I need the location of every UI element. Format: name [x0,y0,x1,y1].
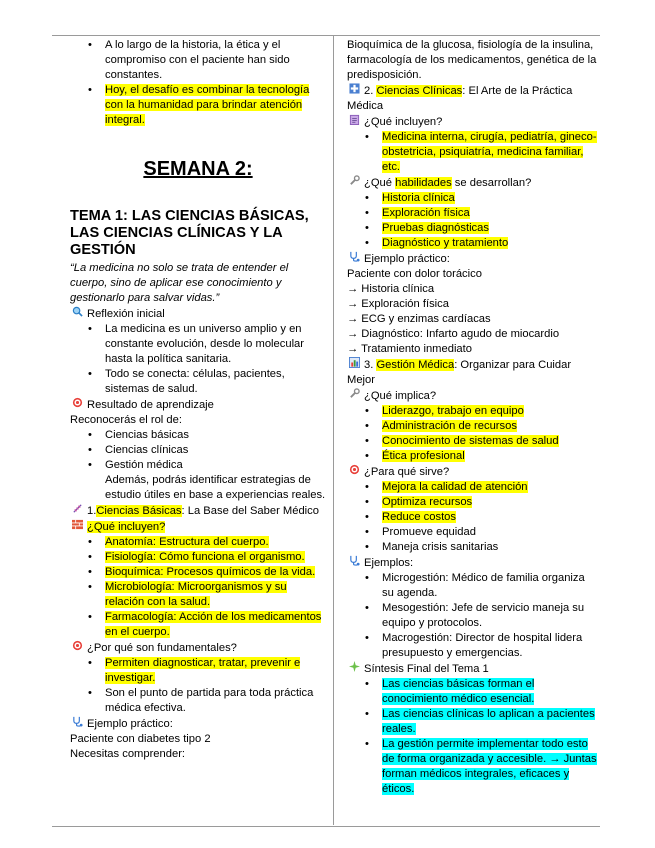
list-item: • Ciencias clínicas [70,443,326,458]
ejemplos-list [347,571,597,661]
roles-list [70,428,326,473]
column-divider [333,35,334,825]
porque-heading: ¿Por qué son fundamentales? [70,640,326,656]
left-column [70,38,326,762]
list-item: • Microgestión: Médico de familia organiza su agenda. [347,571,597,601]
case-step: → ECG y enzimas cardíacas [347,313,491,325]
incluyen-heading: ¿Qué incluyen? [347,114,597,130]
implica-list [347,404,597,464]
reflexion-heading: Reflexión inicial [70,306,326,322]
topic-title: TEMA 1: LAS CIENCIAS BÁSICAS, LAS CIENCIAS CLÍNICAS Y LA GESTIÓN [70,208,309,258]
list-item: • Bioquímica: Procesos químicos de la vida. [70,565,326,580]
list-item: • Ciencias básicas [70,428,326,443]
list-item: • Liderazgo, trabajo en equipo [347,404,597,419]
list-item: • Anatomía: Estructura del cuerpo. [70,535,326,550]
list-item: • Conocimiento de sistemas de salud [347,434,597,449]
list-item: • A lo largo de la historia, la ética y el compromiso con el paciente han sido constantes. [70,38,326,83]
intro-list [70,38,326,128]
dna-icon [70,503,84,519]
list-item: • Optimiza recursos [347,495,597,510]
list-item: • Maneja crisis sanitarias [347,540,597,555]
target-icon [70,397,84,413]
list-item: • Mesogestión: Jefe de servicio maneja su equipo y protocolos. [347,601,597,631]
list-item: • Diagnóstico y tratamiento [347,236,597,251]
ejemplo-line: Paciente con diabetes tipo 2 [70,733,211,745]
clinical-items-list [347,130,597,175]
incluyen-heading: ¿Qué incluyen? [70,519,326,535]
sparkle-icon [347,661,361,677]
list-item: • Gestión médica [70,458,326,473]
reflexion-list [70,322,326,397]
basic-items-list [70,535,326,640]
ejemplo-heading: Ejemplo práctico: [347,251,597,267]
list-item: • Fisiología: Cómo funciona el organismo. [70,550,326,565]
list-item: • Macrogestión: Director de hospital lidera presupuesto y emergencias. [347,631,597,661]
target-icon [70,640,84,656]
list-item: • Son el punto de partida para toda práctica médica efectiva. [70,686,326,716]
week-title: SEMANA 2: [143,158,253,180]
list-item: • La gestión permite implementar todo esto de forma organizada y accesible. → Juntas forman médicos integrales, eficaces y éticos. [347,737,597,797]
hospital-icon [347,83,361,99]
sintesis-heading: Síntesis Final del Tema 1 [347,661,597,677]
resultado-intro: Reconocerás el rol de: [70,414,182,426]
bricks-icon [70,519,84,535]
list-item: • Medicina interna, cirugía, pediatría, gineco-obstetricia, psiquiatría, medicina familiar, etc. [347,130,597,175]
list-item: • Farmacología: Acción de los medicamentos en el cuerpo. [70,610,326,640]
roles-extra: Además, podrás identificar estrategias de estudio útiles en base a experiencias reales. [105,474,326,501]
continuation-text: Bioquímica de la glucosa, fisiología de la insulina, farmacología de los medicamentos, genética de la predisposición. [347,39,597,81]
list-item: • La medicina es un universo amplio y en constante evolución, desde lo molecular hasta la política sanitaria. [70,322,326,367]
stethoscope-icon [347,555,361,571]
case-step: → Historia clínica [347,283,435,295]
ejemplos-heading: Ejemplos: [347,555,597,571]
habilidades-heading: ¿Qué habilidades se desarrollan? [347,175,597,191]
section2-heading: 2. Ciencias Clínicas: El Arte de la Práctica Médica [347,85,573,112]
case-step: → Diagnóstico: Infarto agudo de miocardio [347,328,560,340]
skills-list [347,191,597,251]
wrench-icon [347,175,361,191]
list-item: • Las ciencias básicas forman el conocimiento médico esencial. [347,677,597,707]
sintesis-list [347,677,597,797]
ejemplo-heading: Ejemplo práctico: [70,716,326,732]
ejemplo-line: Necesitas comprender: [70,748,186,760]
list-item: • Microbiología: Microorganismos y su relación con la salud. [70,580,326,610]
stethoscope-icon [70,716,84,732]
implica-heading: ¿Qué implica? [347,388,597,404]
clipboard-icon [347,114,361,130]
case-step: → Exploración física [347,298,449,310]
resultado-heading: Resultado de aprendizaje [70,397,326,413]
wrench-icon [347,388,361,404]
porque-list [70,656,326,716]
case-step: → Tratamiento inmediato [347,343,472,355]
list-item: • Todo se conecta: células, pacientes, sistemas de salud. [70,367,326,397]
case-intro: Paciente con dolor torácico [347,268,482,280]
bar-chart-icon [347,357,361,373]
list-item: • Las ciencias clínicas lo aplican a pacientes reales. [347,707,597,737]
topic-quote: “La medicina no solo se trata de entender el cuerpo, sino de aplicar ese conocimiento y gestionarlo para salvar vidas.” [70,262,289,304]
list-item: • Exploración física [347,206,597,221]
section1-heading: 1.Ciencias Básicas: La Base del Saber Médico [70,503,326,519]
sirve-list [347,480,597,555]
sirve-heading: ¿Para qué sirve? [347,464,597,480]
right-column [347,38,597,797]
list-item: • Pruebas diagnósticas [347,221,597,236]
list-item: • Promueve equidad [347,525,597,540]
list-item: • Reduce costos [347,510,597,525]
stethoscope-icon [347,251,361,267]
section3-heading: 3. Gestión Médica: Organizar para Cuidar Mejor [347,359,572,386]
list-item: • Permiten diagnosticar, tratar, prevenir e investigar. [70,656,326,686]
target-icon [347,464,361,480]
magnifier-icon [70,306,84,322]
list-item: • Historia clínica [347,191,597,206]
list-item: • Administración de recursos [347,419,597,434]
list-item: • Mejora la calidad de atención [347,480,597,495]
list-item: • Hoy, el desafío es combinar la tecnología con la humanidad para brindar atención integral. [70,83,326,128]
list-item: • Ética profesional [347,449,597,464]
